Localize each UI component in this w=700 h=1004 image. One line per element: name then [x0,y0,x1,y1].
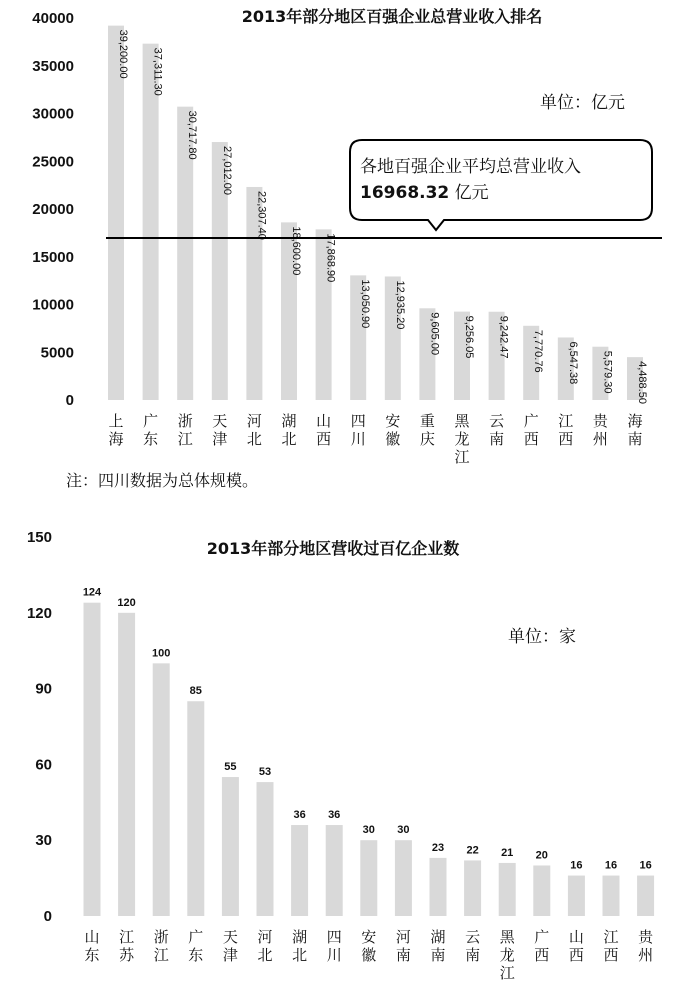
chart1-value-label: 5,579.30 [601,350,614,394]
chart2-category-label: 江西 [603,928,619,964]
chart2-title: 2013年部分地区营收过百亿企业数 [206,539,460,558]
chart1-category-label: 重庆 [419,412,435,448]
chart2-bar [430,858,447,916]
chart2-category-label: 云南 [465,928,481,964]
chart1-y-axis [32,10,74,409]
chart2-value-label: 22 [466,844,479,857]
chart1-callout-unit: 亿元 [449,183,489,203]
chart1-bar [108,26,124,400]
chart1-category-label: 天津 [212,412,228,448]
chart1-value-label: 30,717.80 [186,110,199,160]
chart2-category-label: 河南 [395,928,411,964]
chart2-bar [222,777,239,916]
chart2-category-label: 广东 [188,928,204,964]
chart1-y-tick: 5000 [40,344,74,362]
chart2-bar [464,860,481,916]
chart1-value-label: 22,307.40 [255,190,268,240]
chart1-category-label: 山西 [316,412,332,448]
chart1-category-label: 河北 [246,412,262,448]
chart1-y-tick: 40000 [32,10,74,27]
chart1-value-label: 39,200.00 [117,29,129,79]
chart2-value-label: 16 [570,859,583,872]
chart2-category-label: 黑龙江 [499,928,515,982]
chart1-category-label: 湖北 [281,412,297,448]
chart1-callout-value [360,183,489,203]
chart1-category-label: 安徽 [385,412,401,448]
chart2-category-label: 山东 [84,928,100,964]
chart2-value-label: 100 [152,647,171,660]
chart1-bar [143,44,159,400]
chart2-bar [637,876,654,916]
chart2-category-label: 天津 [222,928,238,964]
chart2-category-label: 贵州 [638,928,654,964]
chart1-category-label: 浙江 [177,412,193,448]
chart1-title: 2013年部分地区百强企业总营业收入排名 [241,7,543,26]
chart1-value-label: 9,605.00 [428,312,441,356]
chart2-bar [568,876,585,916]
chart1-category-label: 贵州 [592,412,608,448]
chart2-y-tick: 90 [35,680,52,698]
chart1-categories [108,412,642,466]
chart1-value-label: 7,770.76 [532,329,545,373]
chart1-category-label: 海南 [627,412,643,448]
chart1-value-label: 12,935.20 [393,280,406,330]
chart1-unit-label: 单位：亿元 [540,93,625,113]
chart2-value-label: 30 [397,824,410,837]
chart2-value-label: 16 [639,859,652,872]
chart1-value-label: 18,600.00 [290,226,302,276]
chart2-bar [499,863,516,916]
chart1-value-label: 27,012.00 [220,146,233,195]
chart2-value-label: 120 [117,596,136,609]
chart2-category-label: 湖北 [292,928,308,964]
chart2-bar [257,782,274,916]
chart1-value-label: 9,256.05 [463,315,475,359]
chart2-value-label: 53 [258,766,272,779]
chart2-value-label: 16 [604,859,618,872]
chart1-category-label: 四川 [350,412,366,448]
chart1-y-tick: 30000 [32,105,74,123]
chart2-unit-label: 单位：家 [508,627,576,647]
chart1-category-label: 上海 [108,412,124,448]
chart2-category-label: 安徽 [361,928,377,964]
chart2-bar [395,840,412,916]
chart2-bar [603,876,620,916]
chart2-bar [360,840,377,916]
chart2-value-label: 36 [293,809,306,822]
chart2-y-tick: 60 [35,756,52,774]
chart2-bar [153,663,170,916]
chart2-value-label: 23 [431,841,445,854]
chart2-category-label: 江苏 [119,928,135,964]
chart2-y-tick: 150 [26,529,52,546]
chart2-bar [533,865,550,916]
chart2-value-label: 36 [328,809,341,822]
chart1-y-tick: 25000 [32,153,74,171]
chart2-y-tick: 30 [35,832,52,850]
chart2-categories [84,928,654,982]
chart1-y-tick: 15000 [32,248,74,266]
chart1-category-label: 广东 [143,412,159,448]
chart1-y-tick: 0 [65,392,74,409]
chart2-category-label: 湖南 [430,928,446,964]
chart1-category-label: 云南 [489,412,505,448]
chart2-value-label: 85 [189,685,202,698]
chart1-y-tick: 10000 [32,296,74,314]
chart1-y-tick: 35000 [32,57,74,75]
chart2-value-label: 20 [535,849,548,862]
chart2-value-label: 124 [82,586,102,599]
chart1-value-label: 17,868.90 [324,233,337,283]
chart1-value-label: 37,311.30 [151,47,164,96]
chart2-category-label: 广西 [534,928,550,964]
chart2-value-label: 21 [501,846,514,859]
chart1-callout-number: 16968.32 [360,183,450,203]
chart1-value-label: 13,050.90 [359,279,372,329]
chart2-category-label: 河北 [257,928,273,964]
chart2-y-tick: 120 [26,604,52,622]
chart2-bar [187,701,204,916]
chart1-note: 注：四川数据为总体规模。 [66,471,259,490]
chart2-bar [326,825,343,916]
chart2-bar [291,825,308,916]
chart2-y-tick: 0 [43,908,52,925]
chart1-y-tick: 20000 [32,201,74,218]
chart2-category-label: 浙江 [153,928,169,964]
chart2-bar [84,603,101,916]
chart2-bar [118,613,135,916]
chart1-value-label: 6,547.38 [566,341,579,385]
chart1-category-label: 广西 [523,412,539,448]
chart1-callout-text: 各地百强企业平均总营业收入 [360,157,581,177]
chart2-value-label: 30 [362,824,375,837]
chart2-category-label: 四川 [326,928,342,964]
chart1-category-label: 黑龙江 [454,412,470,466]
chart1-category-label: 江西 [558,412,574,448]
chart2-category-label: 山西 [568,928,584,964]
chart2-y-axis [27,529,52,925]
chart1-value-label: 9,242.47 [497,315,510,359]
chart2-value-label: 55 [224,761,237,774]
chart1-value-label: 4,488.50 [636,361,648,404]
